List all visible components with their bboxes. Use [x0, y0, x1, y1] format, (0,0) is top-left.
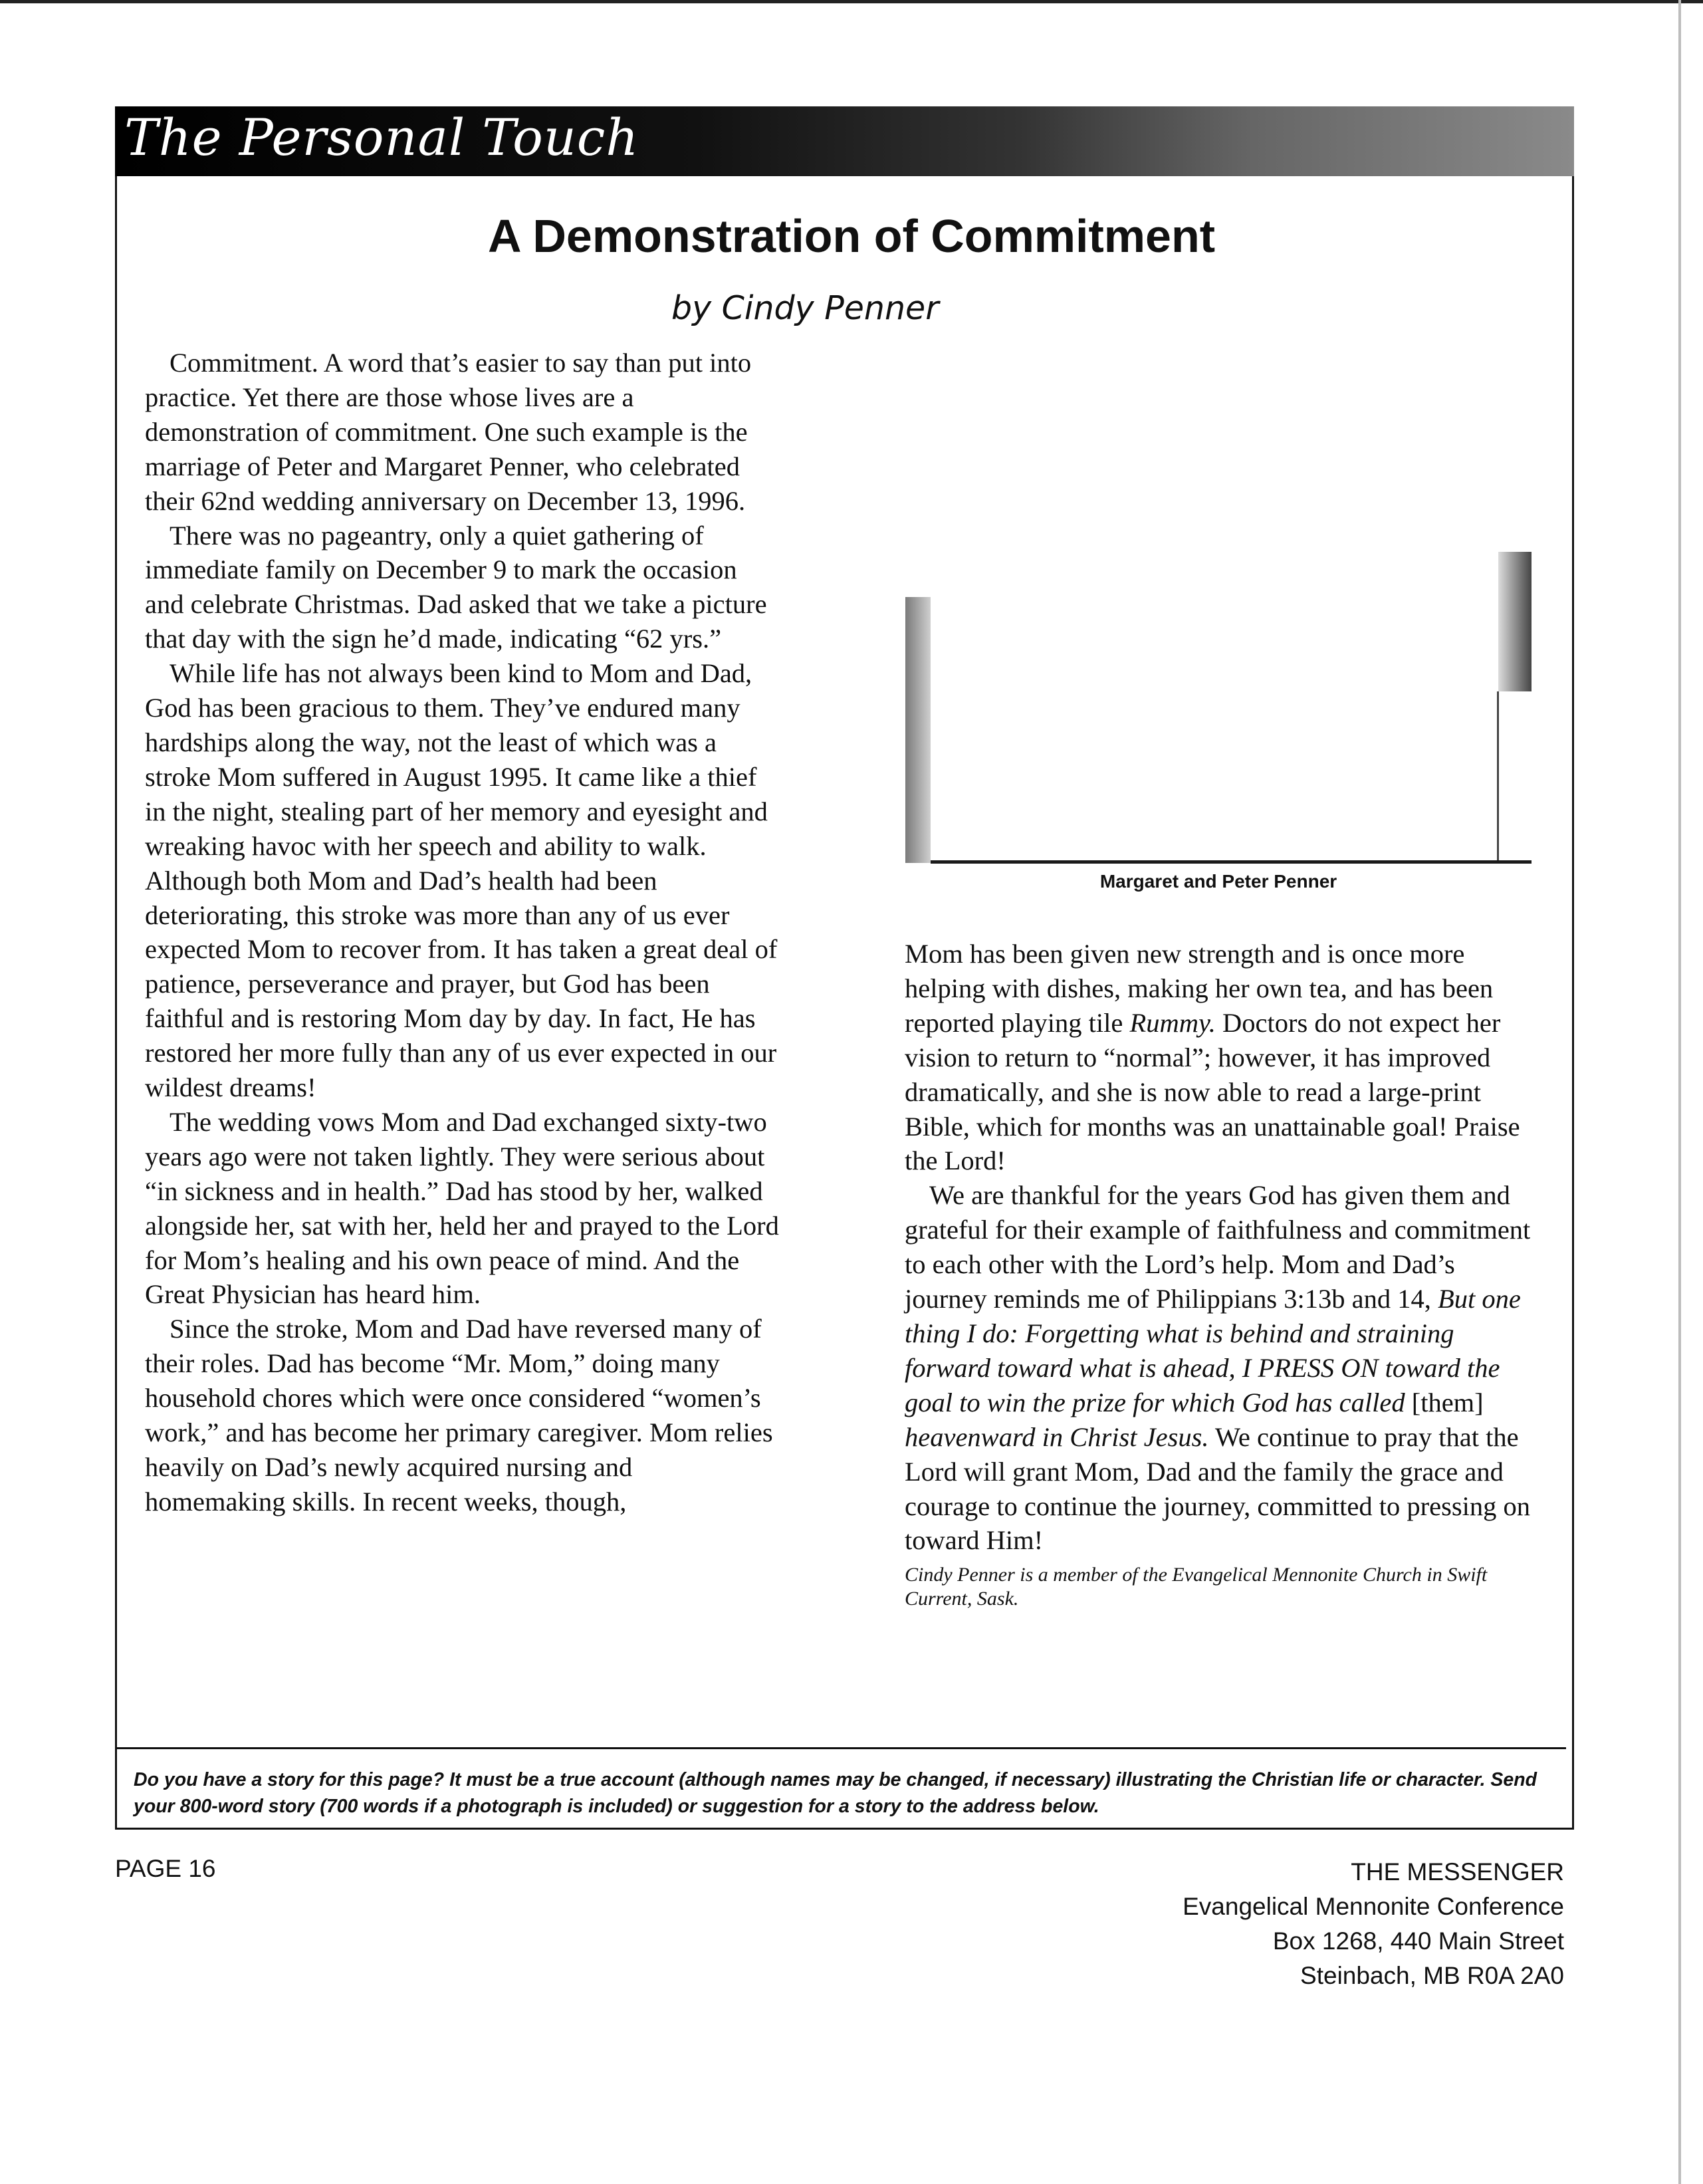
- paragraph: The wedding vows Mom and Dad exchanged sixty-two years ago were not taken lightly. They were serious about “in sickness and in health.” Dad has stood by her, walked alongside her, sat with her, held her and prayed to the Lord for Mom’s healing and his own peace of mind. And the Great Physician has heard him.: [145, 1106, 779, 1310]
- scripture-quote: heavenward in Christ Jesus.: [905, 1421, 1209, 1452]
- top-border: [0, 0, 1703, 3]
- author-note: Cindy Penner is a member of the Evangelical Mennonite Church in Swift Current, Sask.: [905, 1564, 1488, 1610]
- address-line: Evangelical Mennonite Conference: [1183, 1893, 1564, 1920]
- submission-box: [115, 1747, 1566, 1830]
- page-edge: [1678, 0, 1681, 2184]
- paragraph: [905, 937, 1539, 1178]
- address-line: THE MESSENGER: [1351, 1858, 1564, 1885]
- section-banner: [115, 106, 1574, 176]
- paragraph: There was no pageantry, only a quiet gathering of immediate family on December 9 to mark the occasion and celebrate Christmas. Dad asked that we take a picture that day with the sign he’d made, indicating “62 yrs.”: [145, 520, 767, 654]
- address-line: Box 1268, 440 Main Street: [1272, 1927, 1564, 1955]
- paragraph: Commitment. A word that’s easier to say than put into practice. Yet there are those whose lives are a demonstration of commitment. One such example is the marriage of Peter and Margaret Penner, who celebrated their 62nd wedding anniversary on December 13, 1996.: [145, 348, 752, 516]
- article-title: A Demonstration of Commitment: [487, 210, 1216, 262]
- photo-edge-left: [905, 597, 931, 863]
- paragraph: Since the stroke, Mom and Dad have reversed many of their roles. Dad has become “Mr. Mom,” doing many household chores which were once considered “women’s work,” and has become her primary caregiver. Mom relies heavily on Dad’s newly acquired nursing and homemaking skills. In recent weeks, though,: [145, 1314, 773, 1517]
- page-number: PAGE 16: [115, 1855, 216, 1882]
- photo-caption: Margaret and Peter Penner: [1099, 871, 1337, 892]
- right-column: [905, 937, 1539, 1611]
- scripture-bracket: [them]: [1411, 1387, 1484, 1417]
- text-run: We continue to pray that the Lord will grant Mom, Dad and the family the grace and courage to continue the journey, committed to pressing on toward Him!: [905, 1421, 1531, 1556]
- paragraph: While life has not always been kind to Mom and Dad, God has been gracious to them. They’ve endured many hardships along the way, not the least of which was a stroke Mom suffered in August 1995. It came like a thief in the night, stealing part of her memory and eyesight and wreaking havoc with her speech and ability to walk. Although both Mom and Dad’s health had been deteriorating, this stroke was more than any of us ever expected Mom to recover from. It has taken a great deal of patience, perseverance and prayer, but God has been faithful and is restoring Mom day by day. In fact, He has restored her more fully than any of us ever expected in our wildest dreams!: [145, 658, 778, 1103]
- game-name: Rummy.: [1129, 1007, 1216, 1038]
- paragraph: [905, 1178, 1539, 1558]
- scripture-quote: But one thing I do: Forgetting what is behind and straining forward toward what is ahead, I PRESS ON toward the goal to win the prize for which God has called: [905, 1284, 1521, 1417]
- text-run: Mom has been given new strength and is once more helping with dishes, making her own tea, and has been reported playing tile: [905, 939, 1494, 1038]
- photo-base-line: [931, 860, 1532, 864]
- publisher-address: [997, 1855, 1564, 1993]
- text-run: We are thankful for the years God has given them and grateful for their example of faithfulness and commitment to each other with the Lord’s help. Mom and Dad’s journey reminds me of Philippians 3:13b and 14,: [905, 1180, 1531, 1314]
- couple-photo: [905, 399, 1532, 864]
- photo-notch: [1497, 691, 1533, 863]
- section-title: The Personal Touch: [124, 108, 639, 167]
- left-column: [145, 346, 779, 1519]
- submission-note: Do you have a story for this page? It must be a true account (although names may be changed, if necessary) illustrating the Christian life or character. Send your 800-word story (700 words if a photograph is included) or suggestion for a story to the address below.: [134, 1769, 1537, 1817]
- address-line: Steinbach, MB R0A 2A0: [1300, 1962, 1564, 1989]
- text-run: Doctors do not expect her vision to return to “normal”; however, it has improved dramatically, and she is now able to read a large-print Bible, which for months was an unattainable goal! Praise the Lord!: [905, 1007, 1520, 1176]
- article-byline: by Cindy Penner: [671, 289, 939, 327]
